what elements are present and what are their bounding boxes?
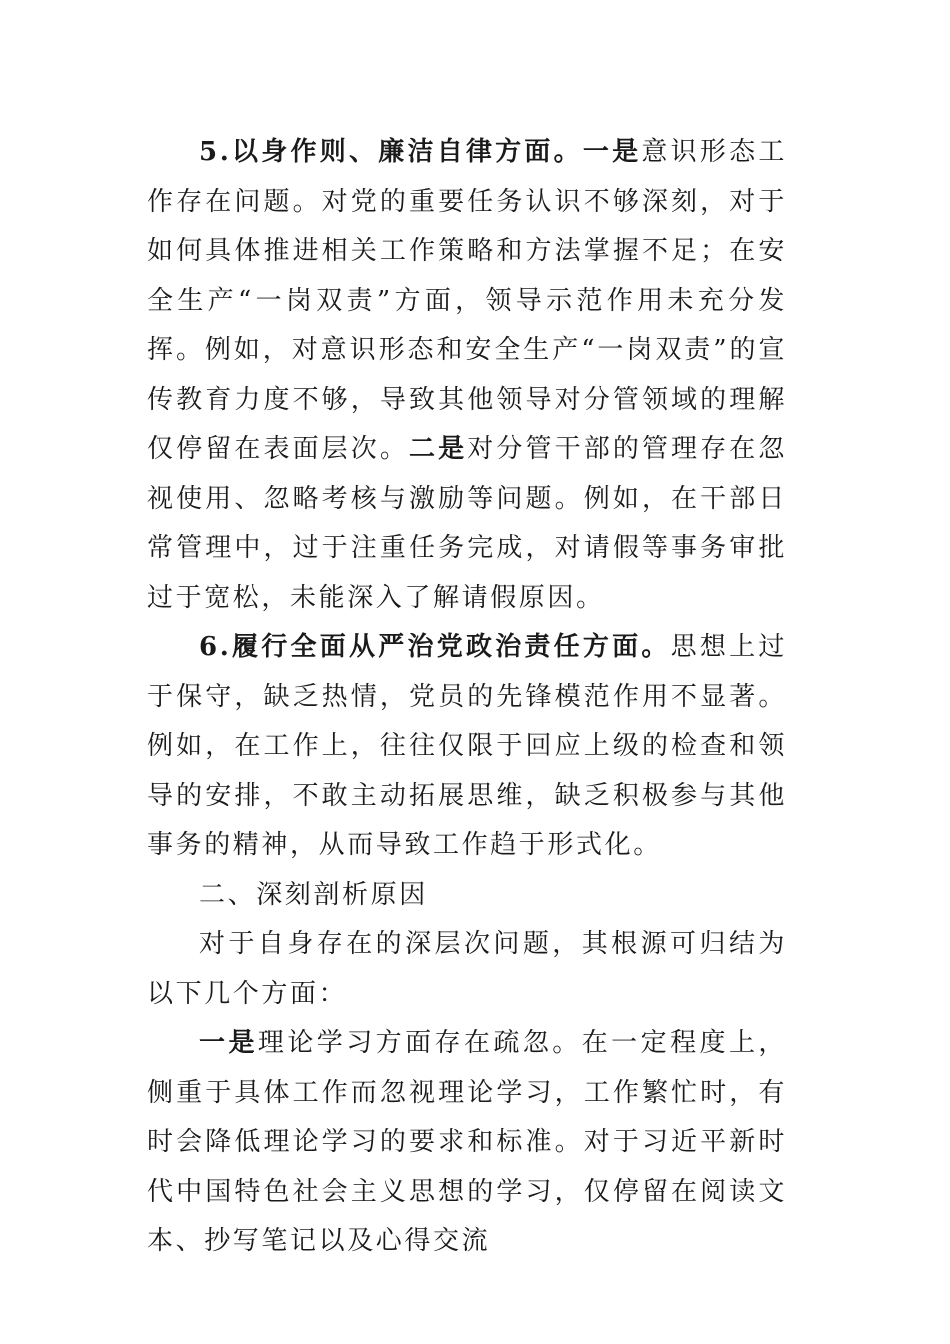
point-text-second: 对分管干部的管理存在忽视使用、忽略考核与激励等问题。例如，在干部日常管理中，过于注重任务完成，对请假等事务审批过于宽松，未能深入了解请假原因。 bbox=[147, 434, 787, 613]
paragraph-party-responsibility bbox=[147, 623, 787, 871]
point-marker-second: 二是 bbox=[409, 434, 468, 464]
document-page bbox=[147, 128, 787, 1267]
paragraph-intro: 对于自身存在的深层次问题，其根源可归结为以下几个方面： bbox=[147, 929, 787, 1009]
paragraph-theory-study bbox=[147, 1019, 787, 1267]
paragraph-text: 理论学习方面存在疏忽。在一定程度上，侧重于具体工作而忽视理论学习，工作繁忙时，有时会降低理论学习的要求和标准。对于习近平新时代中国特色社会主义思想的学习，仅停留在阅读文本、抄写笔记以及心得交流 bbox=[147, 1028, 787, 1256]
point-marker-first: 一是 bbox=[199, 1028, 258, 1058]
section-heading-5: 5.以身作则、廉洁自律方面。 bbox=[199, 137, 583, 167]
paragraph-text: 思想上过于保守，缺乏热情，党员的先锋模范作用不显著。例如，在工作上，往往仅限于回应上级的检查和领导的安排，不敢主动拓展思维，缺乏积极参与其他事务的精神，从而导致工作趋于形式化。 bbox=[147, 632, 788, 860]
section-heading-6: 6.履行全面从严治党政治责任方面。 bbox=[199, 632, 671, 662]
paragraph-integrity bbox=[147, 128, 787, 623]
point-text-first: 意识形态工作存在问题。对党的重要任务认识不够深刻，对于如何具体推进相关工作策略和方法掌握不足；在安全生产“一岗双责”方面，领导示范作用未充分发挥。例如，对意识形态和安全生产“一岗双责”的宣传教育力度不够，导致其他领导对分管领域的理解仅停留在表面层次。 bbox=[147, 137, 787, 464]
section-title-cause-analysis: 二、深刻剖析原因 bbox=[199, 879, 428, 910]
point-marker-first: 一是 bbox=[582, 137, 642, 167]
